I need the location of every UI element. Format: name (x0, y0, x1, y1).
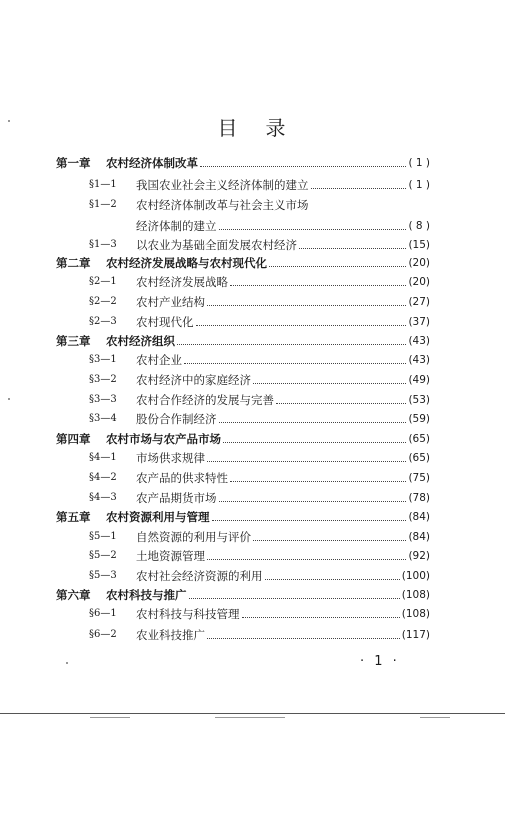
dot-leader (207, 638, 400, 639)
page-reference: (75) (408, 472, 430, 484)
dot-leader (184, 363, 406, 364)
entry-title: 我国农业社会主义经济体制的建立 (136, 178, 309, 192)
dot-leader (311, 188, 407, 189)
entry-title: 以农业为基础全面发展农村经济 (136, 238, 297, 252)
entry-title: 农村产业结构 (136, 295, 205, 309)
entry-title: 农产品期货市场 (136, 491, 217, 505)
section-number: §4—3 (89, 492, 117, 503)
page-reference: ( 1 ) (408, 157, 430, 169)
page-reference: (84) (408, 531, 430, 543)
section-number: §6—2 (89, 629, 117, 640)
entry-title: 农村社会经济资源的利用 (136, 569, 263, 583)
toc-section-entry (56, 601, 430, 621)
section-number: §1—2 (89, 199, 117, 210)
toc-chapter-entry (56, 250, 430, 270)
toc-section-entry (56, 213, 430, 233)
page-reference: (78) (408, 492, 430, 504)
entry-title: 农村经济发展战略与农村现代化 (106, 256, 267, 270)
dot-leader (219, 501, 407, 502)
toc-section-entry (56, 309, 430, 329)
entry-title: 农村科技与科技管理 (136, 607, 240, 621)
toc-chapter-entry (56, 504, 430, 524)
dot-leader (230, 481, 406, 482)
page-reference: (100) (401, 570, 430, 582)
chapter-number: 第二章 (56, 256, 91, 270)
chapter-number: 第六章 (56, 588, 91, 602)
page-reference: (43) (408, 335, 430, 347)
page-reference: (65) (408, 452, 430, 464)
entry-title: 自然资源的利用与评价 (136, 530, 251, 544)
chapter-number: 第五章 (56, 510, 91, 524)
page-reference: (84) (408, 511, 430, 523)
toc-section-entry (56, 192, 430, 212)
entry-title: 农村经济组织 (106, 334, 175, 348)
dot-leader (276, 403, 406, 404)
dot-leader (212, 520, 407, 521)
dot-leader (253, 540, 406, 541)
dot-leader (299, 248, 406, 249)
toc-section-entry (56, 347, 430, 367)
toc-chapter-entry (56, 328, 430, 348)
toc-section-entry (56, 485, 430, 505)
entry-title: 市场供求规律 (136, 451, 205, 465)
dot-leader (265, 579, 400, 580)
section-number: §3—2 (89, 374, 117, 385)
dot-leader (207, 461, 406, 462)
dot-leader (200, 166, 406, 167)
toc-section-entry (56, 445, 430, 465)
entry-title: 经济体制的建立 (136, 219, 217, 233)
section-number: §1—3 (89, 239, 117, 250)
scan-speck (66, 662, 68, 664)
entry-title: 农村现代化 (136, 315, 194, 329)
toc-section-entry (56, 622, 430, 642)
entry-title: 农村经济发展战略 (136, 275, 228, 289)
entry-title: 农业科技推广 (136, 628, 205, 642)
dot-leader (269, 266, 406, 267)
entry-title: 农村合作经济的发展与完善 (136, 393, 274, 407)
toc-chapter-entry (56, 582, 430, 602)
section-number: §5—2 (89, 550, 117, 561)
section-number: §5—1 (89, 531, 117, 542)
page-reference: (53) (408, 394, 430, 406)
page-reference: (49) (408, 374, 430, 386)
dot-leader (177, 344, 406, 345)
entry-title: 农村资源利用与管理 (106, 510, 210, 524)
dot-leader (223, 442, 406, 443)
entry-title: 农村市场与农产品市场 (106, 432, 221, 446)
page-reference: ( 1 ) (408, 179, 430, 191)
page-number: · 1 · (360, 654, 400, 669)
page-reference: (43) (408, 354, 430, 366)
page-reference: (108) (401, 608, 430, 620)
dot-leader (196, 325, 407, 326)
toc-section-entry (56, 563, 430, 583)
page-reference: (27) (408, 296, 430, 308)
toc-section-entry (56, 406, 430, 426)
toc-title (0, 112, 505, 141)
section-number: §5—3 (89, 570, 117, 581)
toc-section-entry (56, 543, 430, 563)
bottom-rule (0, 713, 505, 714)
section-number: §4—1 (89, 452, 117, 463)
bottom-rule-short-2 (215, 717, 285, 718)
title-char-1: 目 (217, 116, 240, 140)
section-number: §6—1 (89, 608, 117, 619)
toc-chapter-entry (56, 150, 430, 170)
chapter-number: 第四章 (56, 432, 91, 446)
bottom-rule-short-1 (90, 717, 130, 718)
section-number: §1—1 (89, 179, 117, 190)
entry-title: 股份合作制经济 (136, 412, 217, 426)
entry-title: 农村经济体制改革 (106, 156, 198, 170)
section-number: §2—3 (89, 316, 117, 327)
section-number: §3—3 (89, 394, 117, 405)
dot-leader (207, 559, 406, 560)
entry-title: 农村科技与推广 (106, 588, 187, 602)
entry-title: 农村经济体制改革与社会主义市场 (136, 198, 309, 212)
dot-leader (242, 617, 400, 618)
page-reference: (65) (408, 433, 430, 445)
bottom-rule-short-3 (420, 717, 450, 718)
title-char-2: 录 (265, 116, 288, 140)
toc-section-entry (56, 524, 430, 544)
page-reference: (59) (408, 413, 430, 425)
section-number: §2—1 (89, 276, 117, 287)
toc-section-entry (56, 465, 430, 485)
chapter-number: 第一章 (56, 156, 91, 170)
toc-section-entry (56, 269, 430, 289)
toc-section-entry (56, 172, 430, 192)
toc-section-entry (56, 232, 430, 252)
page-reference: ( 8 ) (408, 220, 430, 232)
entry-title: 农村企业 (136, 353, 182, 367)
dot-leader (189, 598, 400, 599)
toc-section-entry (56, 387, 430, 407)
toc-section-entry (56, 367, 430, 387)
dot-leader (253, 383, 406, 384)
page-reference: (108) (401, 589, 430, 601)
section-number: §3—1 (89, 354, 117, 365)
dot-leader (230, 285, 406, 286)
dot-leader (207, 305, 406, 306)
page-reference: (37) (408, 316, 430, 328)
page-reference: (117) (401, 629, 430, 641)
entry-title: 农村经济中的家庭经济 (136, 373, 251, 387)
dot-leader (219, 422, 407, 423)
entry-title: 土地资源管理 (136, 549, 205, 563)
scan-speck (8, 398, 10, 400)
chapter-number: 第三章 (56, 334, 91, 348)
toc-section-entry (56, 289, 430, 309)
page-reference: (20) (408, 257, 430, 269)
dot-leader (219, 229, 407, 230)
section-number: §3—4 (89, 413, 117, 424)
toc-chapter-entry (56, 426, 430, 446)
scan-speck (8, 120, 10, 122)
page-reference: (92) (408, 550, 430, 562)
page-reference: (15) (408, 239, 430, 251)
entry-title: 农产品的供求特性 (136, 471, 228, 485)
page-reference: (20) (408, 276, 430, 288)
section-number: §4—2 (89, 472, 117, 483)
section-number: §2—2 (89, 296, 117, 307)
